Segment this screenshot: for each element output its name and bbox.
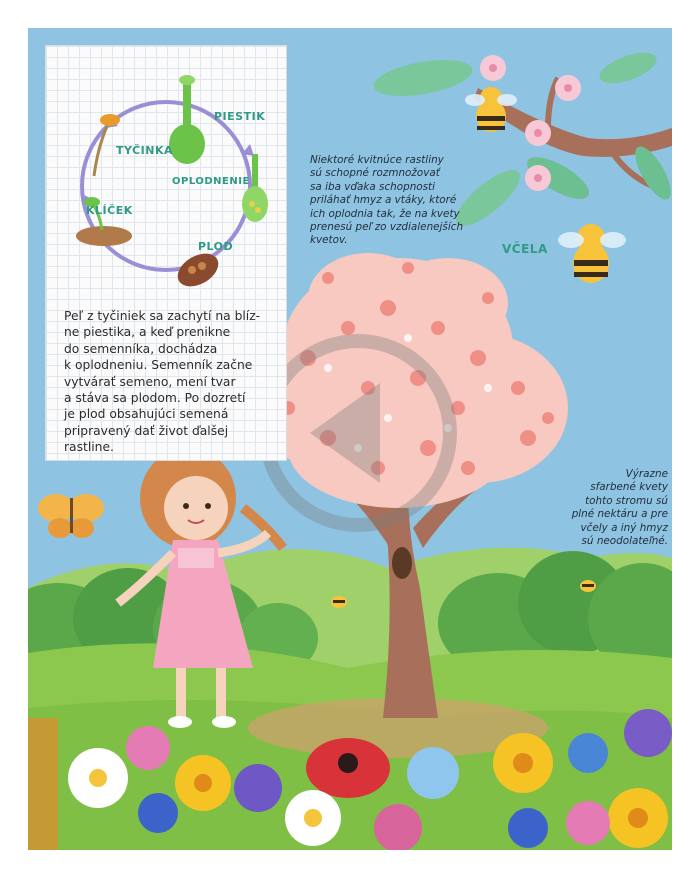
flower-icon bbox=[568, 733, 608, 773]
flower-icon bbox=[138, 793, 178, 833]
life-cycle-diagram bbox=[46, 46, 286, 296]
flower-icon bbox=[175, 755, 231, 811]
label-oplodnenie: OPLODNENIE bbox=[172, 176, 250, 187]
label-tycinka: TYČINKA bbox=[116, 144, 173, 157]
flower-icon bbox=[234, 764, 282, 812]
caption-pollination: Niektoré kvitnúce rastliny sú schopné rozmnožovať sa iba vďaka schopnosti priláhať hmyz a vtáky, ktoré ich oplodnia tak, že na kvety prenesú peľ zo vzdialenejších kvetov. bbox=[310, 154, 464, 247]
flower-icon bbox=[126, 726, 170, 770]
bee-icon bbox=[558, 224, 626, 283]
flower-icon bbox=[508, 808, 548, 848]
bee-icon bbox=[331, 596, 347, 608]
daisy-icon bbox=[285, 790, 341, 846]
flower-icon bbox=[566, 801, 610, 845]
butterfly-icon bbox=[38, 494, 104, 538]
label-klicek: KLÍČEK bbox=[86, 204, 133, 217]
bee-label: VČELA bbox=[502, 242, 548, 256]
flower-icon bbox=[608, 788, 668, 848]
caption-tree: Výrazne sfarbené kvety tohto stromu sú plné nektáru a pre včely a iný hmyz sú neodolateľné. bbox=[571, 468, 668, 548]
label-piestik: PIESTIK bbox=[214, 110, 266, 123]
flower-icon bbox=[624, 709, 672, 757]
pistil-icon bbox=[169, 75, 205, 164]
flower-icon bbox=[407, 747, 459, 799]
life-cycle-description: Peľ z tyčiniek sa zachytí na blíz- ne piestika, a keď prenikne do semenníka, dochádza k oplodneniu. Semenník začne vytvárať semeno, mení tvar a stáva sa plodom. Po dozretí je plod obsahujúci semená pripravený dať život ďalšej rastline. bbox=[64, 309, 261, 455]
daisy-icon bbox=[68, 748, 128, 808]
life-cycle-panel bbox=[46, 46, 286, 460]
illustration bbox=[28, 28, 672, 850]
flower-icon bbox=[374, 804, 422, 850]
label-plod: PLOD bbox=[198, 240, 234, 253]
bee-icon bbox=[580, 580, 596, 592]
flower-icon bbox=[493, 733, 553, 793]
